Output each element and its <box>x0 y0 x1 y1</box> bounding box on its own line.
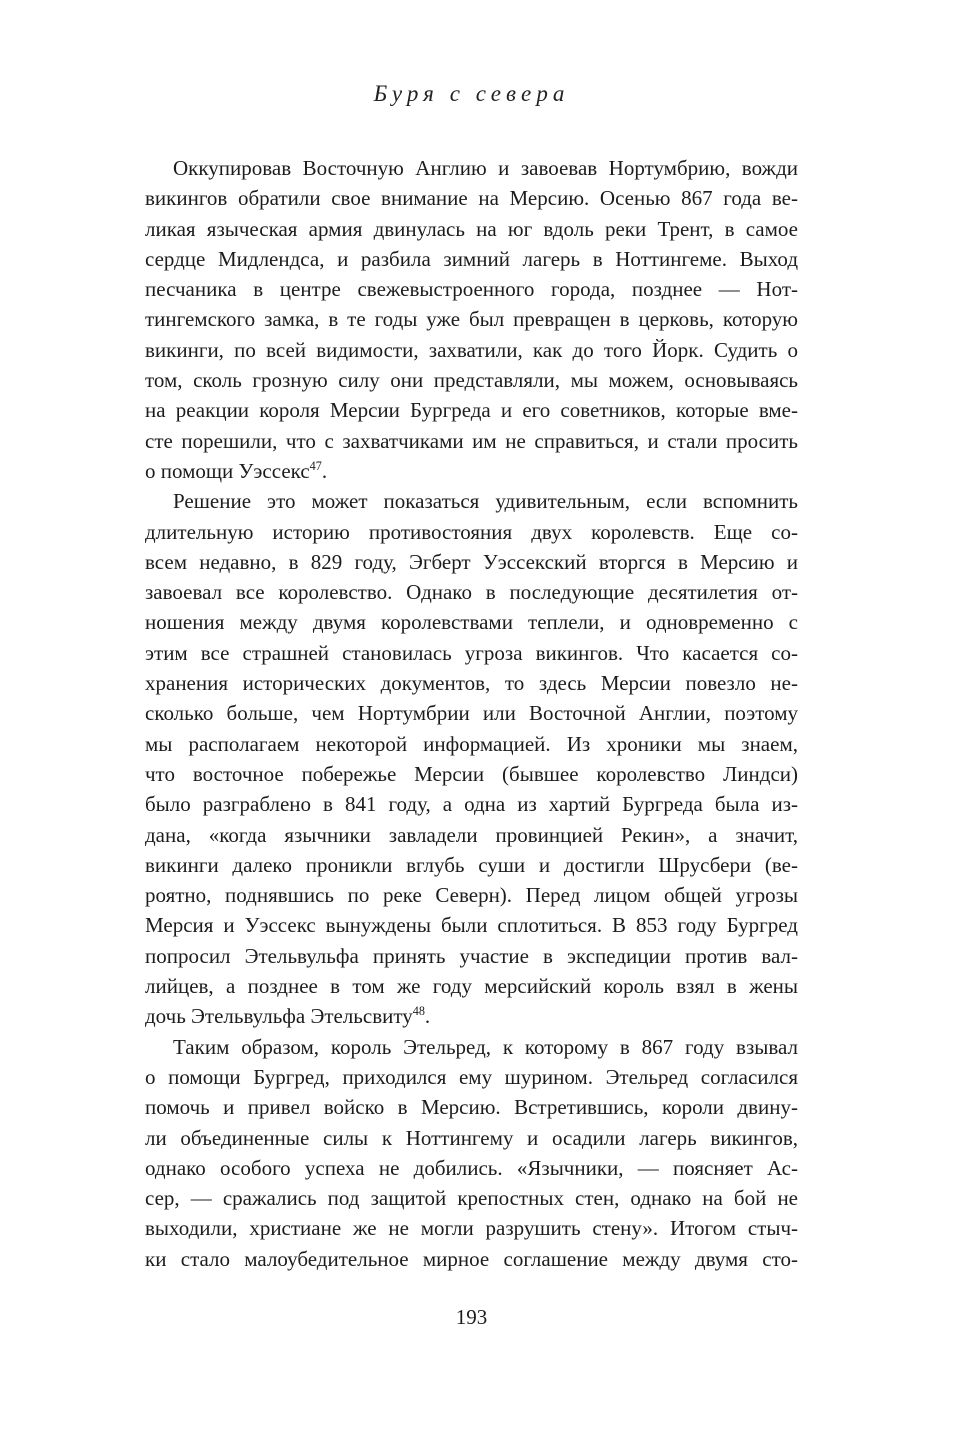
text-line: ликая языческая армия двинулась на юг вдоль реки Трент, в самое <box>145 216 798 241</box>
text-line: дана, «когда язычники завладели провинцией Рекин», а значит, <box>145 822 798 847</box>
text-line: викинги далеко проникли вглубь суши и достигли Шрусбери (ве- <box>145 852 798 877</box>
text-line: завоевал все королевство. Однако в последующие десятилетия от- <box>145 580 798 605</box>
text-line: ношения между двумя королевствами теплели, и одновременно с <box>145 610 798 635</box>
text-line: о помощи Уэссекс$^{47}$. <box>145 458 328 483</box>
text-line: сер, — сражались под защитой крепостных стен, однако на бой не <box>145 1186 798 1211</box>
text-block <box>145 153 798 1274</box>
text-line: помочь и привел войско в Мерсию. Встретившись, короли двину- <box>145 1095 798 1120</box>
text-line: Решение это может показаться удивительным, если вспомнить <box>173 489 798 514</box>
text-line: роятно, поднявшись по реке Северн). Перед лицом общей угрозы <box>145 883 798 908</box>
text-line: всем недавно, в 829 году, Эгберт Уэссекский вторгся в Мерсию и <box>145 549 798 574</box>
page-number: 193 <box>455 1305 488 1329</box>
text-line: этим все страшней становилась угроза викингов. Что касается со- <box>145 640 798 665</box>
text-line: ки стало малоубедительное мирное соглашение между двумя сто- <box>145 1246 798 1271</box>
text-line: лийцев, а позднее в том же году мерсийский король взял в жены <box>145 974 798 999</box>
text-line: мы располагаем некоторой информацией. Из хроники мы знаем, <box>145 731 798 756</box>
paragraph <box>145 1032 798 1274</box>
text-line: длительную историю противостояния двух королевств. Еще со- <box>145 519 798 544</box>
text-line: что восточное побережье Мерсии (бывшее королевство Линдси) <box>145 761 798 786</box>
text-line: однако особого успеха не добились. «Язычники, — поясняет Ас- <box>145 1155 798 1180</box>
footnote-ref: 47 <box>309 458 322 473</box>
text-line: Оккупировав Восточную Англию и завоевав Нортумбрию, вожди <box>173 156 798 180</box>
text-line: Таким образом, король Этельред, к которому в 867 году взывал <box>173 1034 798 1059</box>
text-line: сердце Мидлендса, и разбила зимний лагерь в Ноттингеме. Выход <box>145 246 798 271</box>
text-line: попросил Этельвульфа принять участие в экспедиции против вал- <box>145 943 798 968</box>
text-line: было разграблено в 841 году, а одна из хартий Бургреда была из- <box>145 792 798 817</box>
text-line: тингемского замка, в те годы уже был превращен в церковь, которую <box>145 307 798 332</box>
text-line: сте порешили, что с захватчиками им не справиться, и стали просить <box>145 428 798 453</box>
text-line: выходили, христиане же не могли разрушить стену». Итогом стыч- <box>145 1216 798 1241</box>
text-line: викингов обратили свое внимание на Мерсию. Осенью 867 года ве- <box>145 186 798 211</box>
text-line: том, сколь грозную силу они представляли, мы можем, основываясь <box>145 368 798 393</box>
text-line: хранения исторических документов, то здесь Мерсии повезло не- <box>145 671 798 696</box>
text-line: викинги, по всей видимости, захватили, как до того Йорк. Судить о <box>145 337 798 362</box>
text-line: дочь Этельвульфа Этельсвиту$^{48}$. <box>145 1004 431 1029</box>
text-line: Мерсия и Уэссекс вынуждены были сплотиться. В 853 году Бургред <box>145 913 798 938</box>
footnote-ref: 48 <box>412 1004 425 1019</box>
text-line: сколько больше, чем Нортумбрии или Восточной Англии, поэтому <box>145 701 798 726</box>
paragraph <box>145 486 798 1031</box>
text-line: на реакции короля Мерсии Бургреда и его советников, которые вме- <box>145 398 798 423</box>
text-line: о помощи Бургред, приходился ему шурином. Этельред согласился <box>145 1064 798 1089</box>
paragraph <box>145 153 798 486</box>
text-line: песчаника в центре свежевыстроенного города, позднее — Нот- <box>145 277 798 302</box>
running-header: Буря с севера <box>373 81 570 106</box>
text-line: ли объединенные силы к Ноттингему и осадили лагерь викингов, <box>145 1125 798 1150</box>
